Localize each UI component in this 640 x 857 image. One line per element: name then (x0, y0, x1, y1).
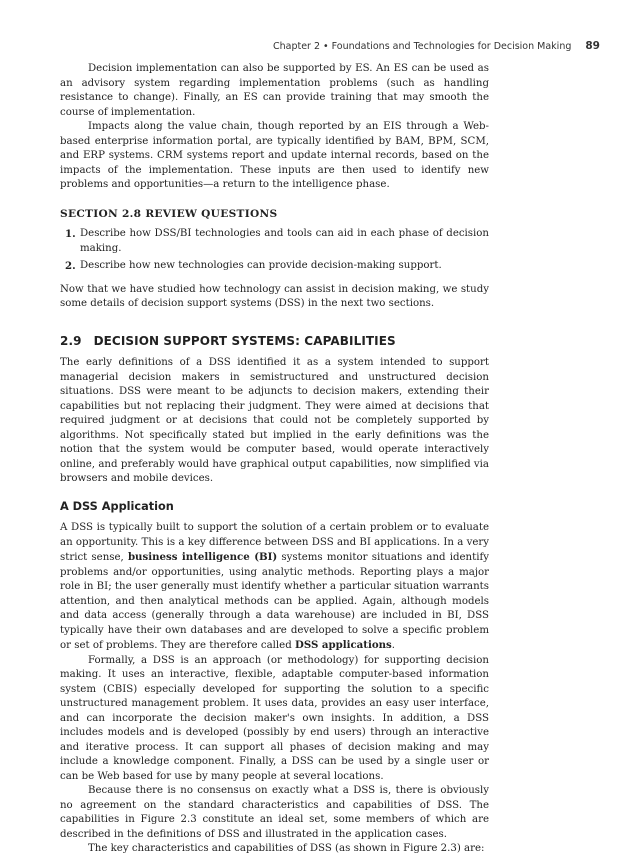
subsection-paragraph-2: Formally, a DSS is an approach (or methodology) for supporting decision making. It uses an interactive, flexible, adaptable computer-based information system (CBIS) especially developed for supporting the solution to a specific unstructured management problem. It uses data, provides an easy user interface, and can incorporate the decision maker's own insights. In addition, a DSS includes models and is developed (possibly by end users) through an interactive and iterative process. It can support all phases of decision making and may include a knowledge component. Finally, a DSS can be used by a single user or can be Web based for use by many people at several locations. (60, 654, 489, 782)
question-text: Describe how new technologies can provide decision-making support. (80, 260, 442, 271)
key-term-dss-applications: DSS applications (294, 639, 392, 651)
subsection-paragraph-4: The key characteristics and capabilities of DSS (as shown in Figure 2.3) are: (88, 843, 485, 854)
review-question (60, 259, 489, 274)
question-number: 1. (65, 228, 76, 240)
review-questions-list (60, 227, 489, 274)
intro-paragraph-2: Impacts along the value chain, though reported by an EIS through a Web-based enterprise information portal, are typically identified by BAM, BPM, SCM, and ERP systems. CRM systems report and update internal records, based on the impacts of the implementation. These inputs are then used to identify new problems and opportunities—a return to the intelligence phase. (60, 121, 489, 190)
paragraph-text: . (391, 640, 396, 651)
paragraph-text: A DSS is typically built to support the solution of a certain problem or to evaluate an opportunity. This is a key difference between DSS and BI applications. In a very strict sense, (60, 522, 489, 563)
key-term-bi: business intelligence (BI) (127, 551, 278, 563)
subsection-heading: A DSS Application (60, 499, 174, 513)
subsection-paragraph-1 (60, 521, 489, 654)
page-number: 89 (585, 40, 600, 52)
review-question (60, 227, 489, 256)
running-title: Chapter 2 • Foundations and Technologies for Decision Making (272, 41, 572, 52)
section-heading (60, 334, 489, 349)
section-title: DECISION SUPPORT SYSTEMS: CAPABILITIES (93, 333, 396, 348)
body-text (60, 62, 489, 857)
question-number: 2. (65, 260, 76, 272)
section-paragraph-1: The early definitions of a DSS identified it as a system intended to support managerial decision makers in semistructured and unstructured decision situations. DSS were meant to be adjuncts to decision makers, extending their capabilities but not replacing their judgment. They were aimed at decisions that required judgment or at decisions that could not be completely supported by algorithms. Not specifically stated but implied in the early definitions was the notion that the system would be computer based, would operate interactively online, and preferably would have graphical output capabilities, now simplified via browsers and mobile devices. (60, 357, 489, 484)
paragraph-text: systems monitor situations and identify problems and/or opportunities, using analytic methods. Reporting plays a major role in BI; the user generally must identify whether a particular situation warrants attention, and then analytical methods can be applied. Again, although models and data access (generally through a data warehouse) are included in BI, DSS typically have their own databases and are developed to solve a specific problem or set of problems. They are therefore called (60, 552, 489, 651)
review-questions-heading: SECTION 2.8 REVIEW QUESTIONS (60, 207, 278, 220)
running-header (60, 40, 600, 52)
section-number: 2.9 (60, 333, 82, 348)
intro-paragraph-1: Decision implementation can also be supported by ES. An ES can be used as an advisory system regarding implementation problems (such as handling resistance to change). Finally, an ES can provide training that may smooth the course of implementation. (60, 63, 489, 118)
question-text: Describe how DSS/BI technologies and tools can aid in each phase of decision making. (80, 228, 489, 254)
subsection-paragraph-3: Because there is no consensus on exactly what a DSS is, there is obviously no agreement on the standard characteristics and capabilities of DSS. The capabilities in Figure 2.3 constitute an ideal set, some members of which are described in the definitions of DSS and illustrated in the application cases. (60, 785, 489, 840)
transition-paragraph: Now that we have studied how technology can assist in decision making, we study some details of decision support systems (DSS) in the next two sections. (60, 283, 489, 309)
